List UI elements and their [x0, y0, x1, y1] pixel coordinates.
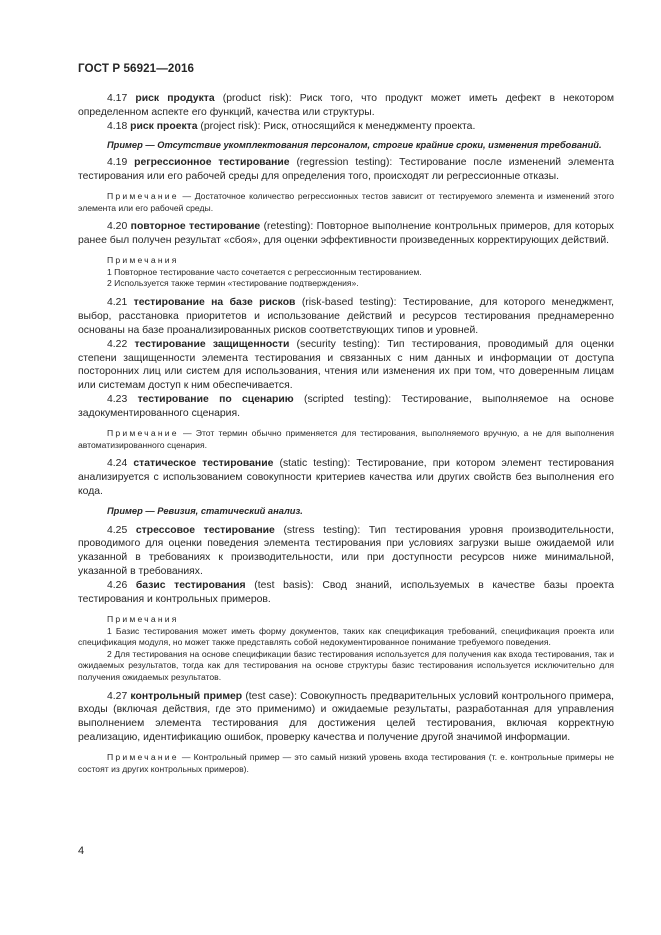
note-4-20-2: 2 Используется также термин «тестирование подтверждения».: [107, 278, 359, 289]
definition-4-21: 4.21 тестирование на базе рисков (risk-based testing): Тестирование, для которого менеджмент, выбор, расстановка приоритетов и использование действий и ресурсов тестирования преднамеренно основаны на базе проанализированных рисков соответствующих типов и уровней.: [78, 296, 615, 336]
note-4-26-2: 2 Для тестирования на основе спецификации базис тестирования используется для получения как входа тестирования, так и ожидаемых результатов, тогда как для тестирования на основе структуры базис тестирования используется исключительно для получения ожидаемых результатов.: [78, 648, 614, 682]
term: тестирование защищенности: [134, 338, 290, 350]
term: базис тестирования: [135, 580, 246, 592]
term: статическое тестирование: [133, 458, 274, 470]
term: риск проекта: [130, 120, 198, 132]
note-4-26-1: 1 Базис тестирования может иметь форму документов, таких как спецификация требований, спецификация проекта или спецификация модуля, но может также представлять собой недокументированное понимание требуемого поведения.: [78, 625, 614, 648]
note-4-20-1: 1 Повторное тестирование часто сочетается с регрессионным тестированием.: [107, 266, 422, 277]
term: контрольный пример: [130, 690, 243, 702]
example-4-24: Пример — Ревизия, статический анализ.: [107, 505, 303, 516]
document-header: ГОСТ Р 56921—2016: [78, 62, 195, 75]
definition-4-23: 4.23 тестирование по сценарию (scripted testing): Тестирование, выполняемое на основе задокументированного сценария.: [78, 394, 614, 420]
definition-4-18: 4.18 риск проекта (project risk): Риск, относящийся к менеджменту проекта.: [107, 120, 476, 132]
definition-4-25: 4.25 стрессовое тестирование (stress testing): Тип тестирования уровня производительности, проводимого для оценки поведения элемента тестирования при условиях загрузки выше ожидаемой или указанной в требованиях к производительности, или при доступности ресурсов ниже минимальной, указанной в требованиях.: [78, 524, 614, 578]
definition-4-17: 4.17 риск продукта (product risk): Риск того, что продукт может иметь дефект в некотором определенном аспекте его функций, качества или структуры.: [78, 93, 614, 118]
definition-4-20: 4.20 повторное тестирование (retesting): Повторное выполнение контрольных примеров, для которых ранее был получен результат «сбоя», для оценки эффективности произведенных корректирующих действий.: [78, 221, 614, 247]
term: повторное тестирование: [130, 221, 261, 233]
definition-4-19: 4.19 регрессионное тестирование (regression testing): Тестирование после изменений элемента тестирования или его рабочей среды для определения того, происходят ли регрессионные отказы.: [78, 157, 614, 183]
notes-heading-4-20: Примечания: [107, 255, 179, 266]
definition-4-22: 4.22 тестирование защищенности (security testing): Тип тестирования, проводимый для оценки степени защищенности элемента тестирования и связанных с ним данных и информации от доступа посторонних лиц или систем для использования, чтения или изменения их при том, что доверенным лицам или системам доступ к ним обеспечивается.: [78, 338, 614, 392]
example-4-18: Пример — Отсутствие укомплектования персоналом, строгие крайние сроки, изменения требований.: [107, 139, 602, 150]
definition-4-24: 4.24 статическое тестирование (static testing): Тестирование, при котором элемент тестирования анализируется с использованием совокупности критериев качества или других свойств без выполнения его кода.: [78, 458, 614, 498]
note-4-19: Примечание — Достаточное количество регрессионных тестов зависит от тестируемого элемента и изменений этого элемента или его рабочей среды.: [78, 191, 615, 213]
term: тестирование по сценарию: [137, 394, 294, 406]
document-body: [78, 92, 614, 775]
notes-heading-4-26: Примечания: [107, 614, 179, 624]
definition-4-27: 4.27 контрольный пример (test case): Совокупность предварительных условий контрольного примера, входы (включая действия, где это применимо) и ожидаемые результаты, разработанная для управления выполнением элемента тестирования для достижения целей тестирования, включая корректную реализацию, идентификацию ошибок, проверку качества и получение другой значимой информации.: [78, 690, 614, 744]
term: тестирование на базе рисков: [133, 296, 296, 308]
page-number: 4: [78, 845, 85, 857]
note-4-27: Примечание — Контрольный пример — это самый низкий уровень входа тестирования (т. е. контрольные примеры не состоят из других контрольных примеров).: [78, 752, 615, 774]
note-4-23: Примечание — Этот термин обычно применяется для тестирования, выполняемого вручную, а не для выполнения автоматизированного сценария.: [78, 428, 614, 450]
definition-4-26: 4.26 базис тестирования (test basis): Свод знаний, используемых в качестве базы проекта тестирования и контрольных примеров.: [78, 580, 614, 606]
term: стрессовое тестирование: [135, 524, 275, 536]
term: регрессионное тестирование: [134, 157, 290, 169]
term: риск продукта: [135, 93, 215, 104]
